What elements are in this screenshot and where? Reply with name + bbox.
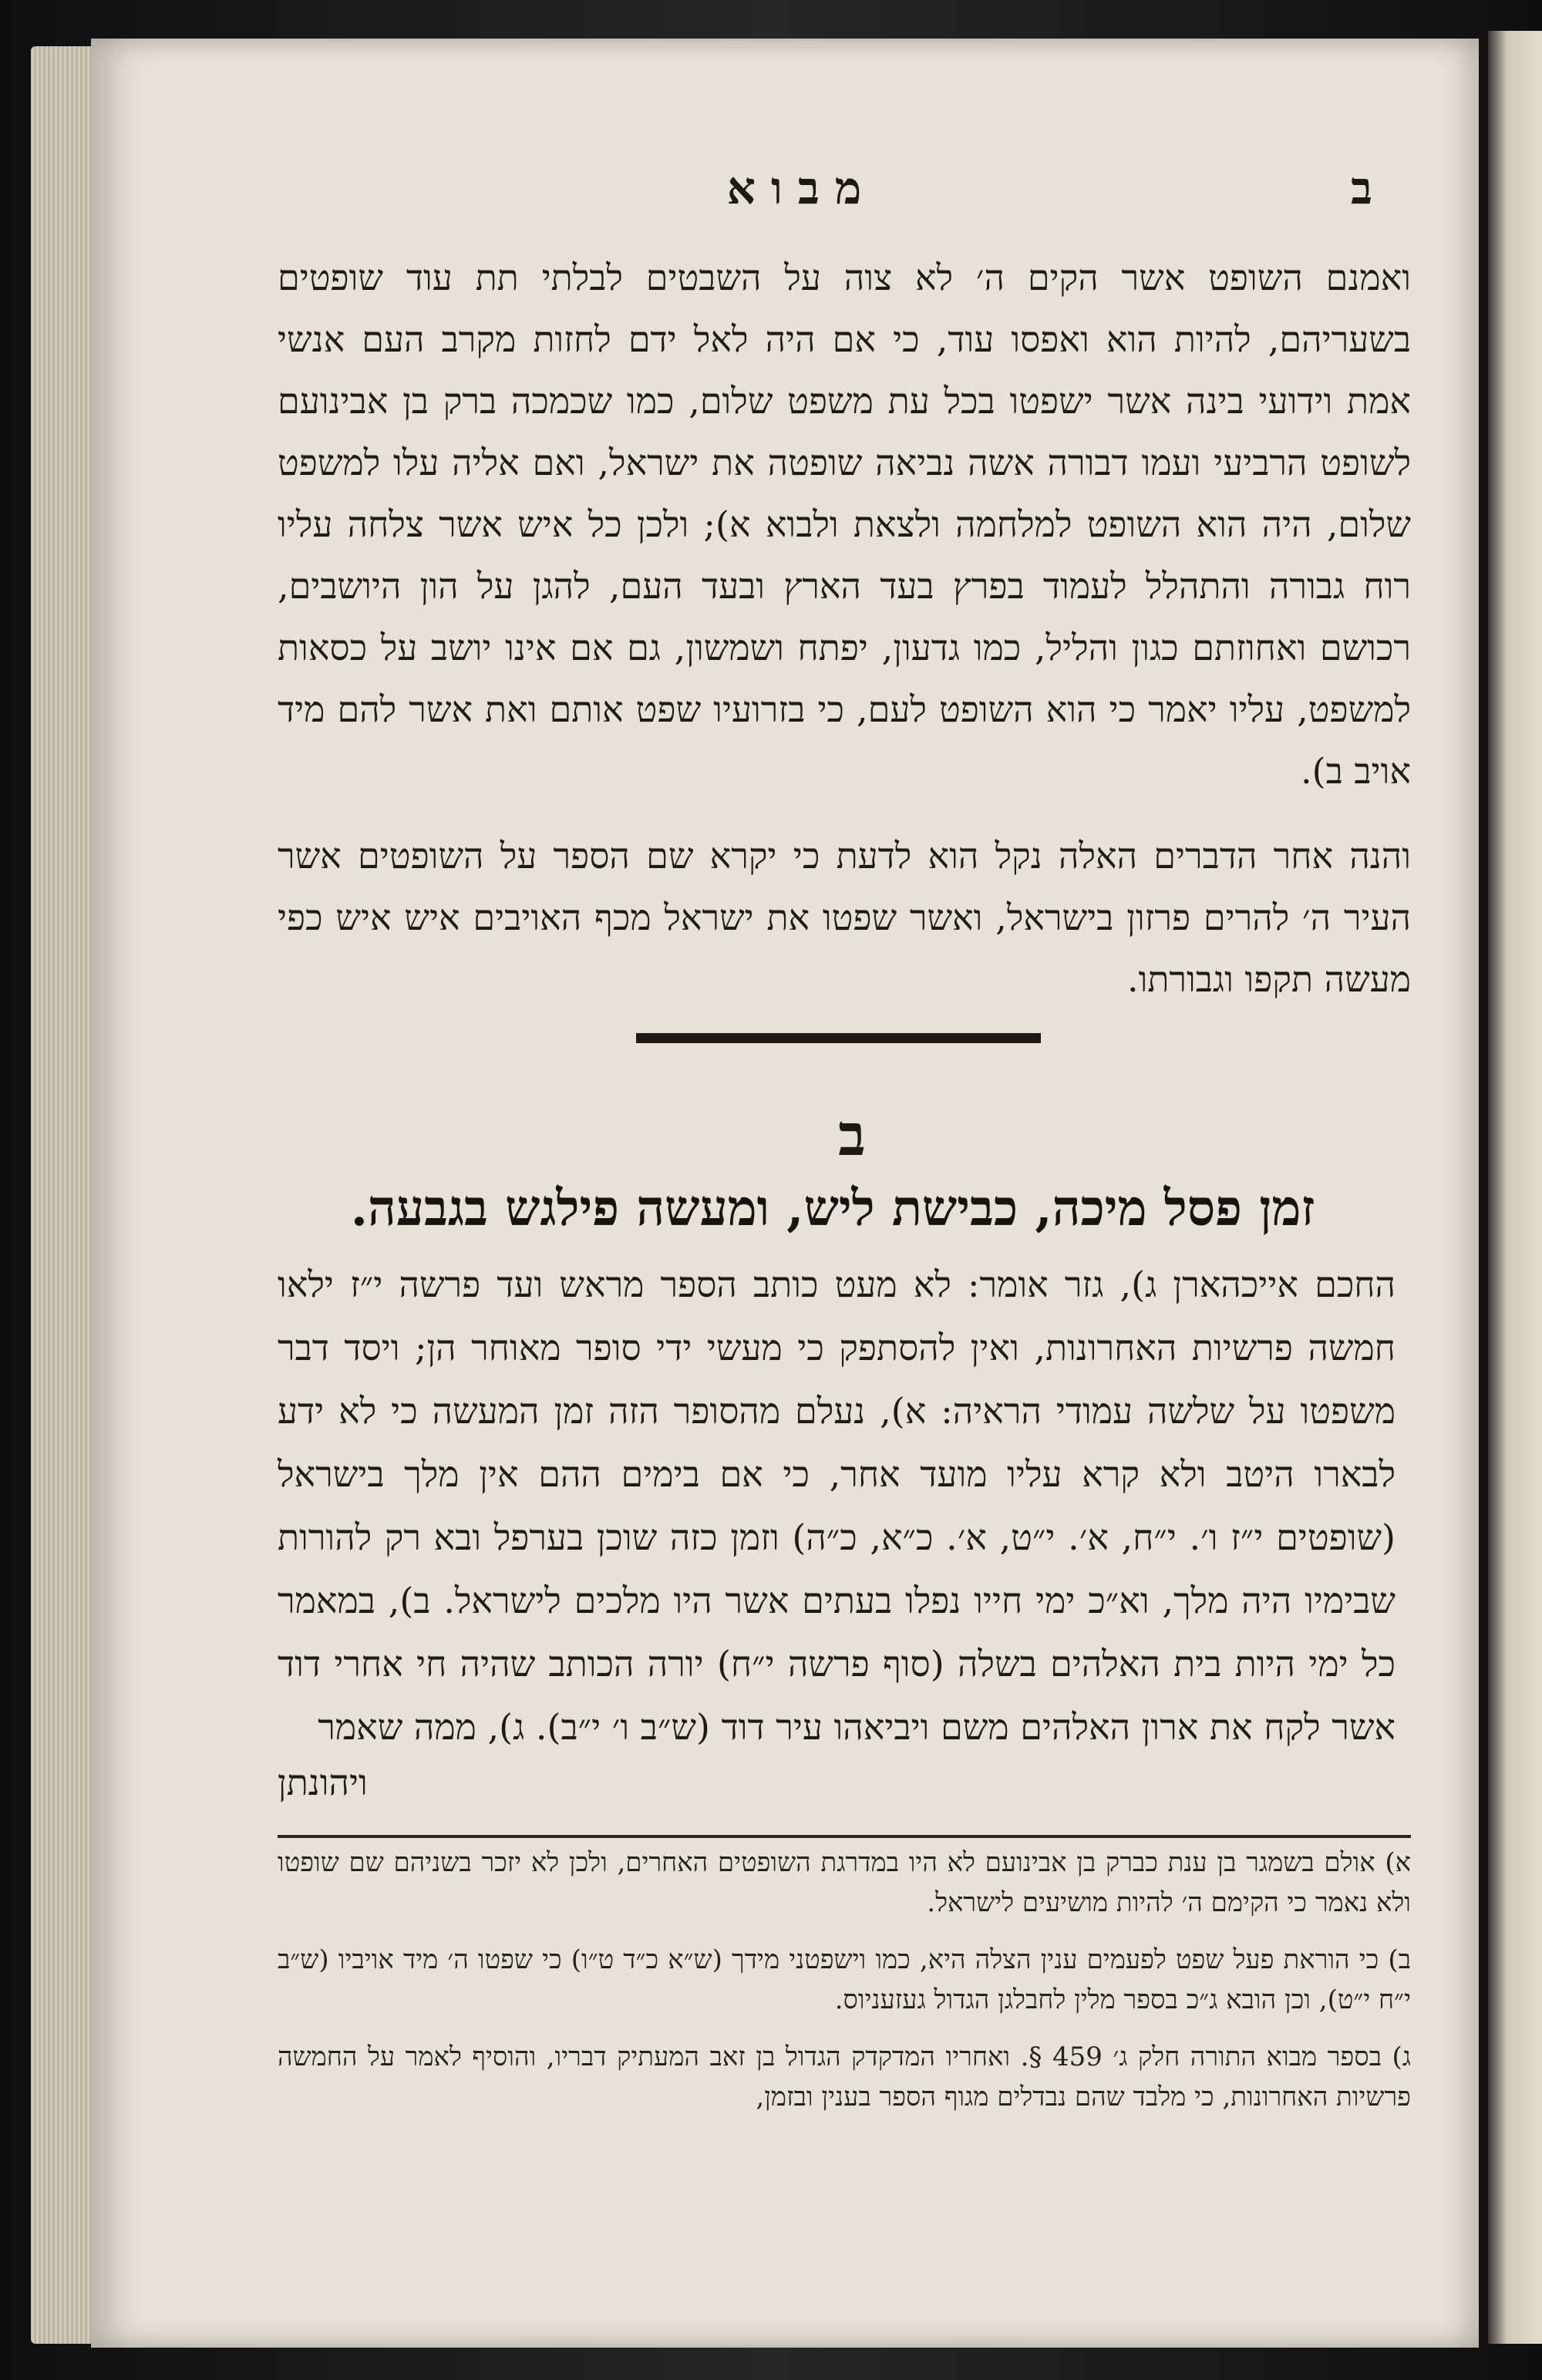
paragraph: החכם אייכהארן ג), גזר אומר: לא מעט כותב הספר מראש ועד פרשה י״ז ילאו חמשה פרשיות האחרונות, ואין להסתפק כי מעשי ידי סופר מאוחר הן; ויסד דבר משפטו על שלשה עמודי הראיה: א), נעלם מהסופר הזה זמן המעשה כי לא ידע לבארו היטב ולא קרא עליו מועד אחר, כי אם בימים ההם אין מלך בישראל (שופטים י״ז ו׳. י״ח, א׳. י״ט, א׳. כ״א, כ״ה) וזמן כזה שוכן בערפל ובא רק להורות שבימיו היה מלך, וא״כ ימי חייו נפלו בעתים אשר היו מלכים לישראל. ב), במאמר כל ימי היות בית האלהים בשלה (סוף פרשה י״ח) יורה הכותב שהיה חי אחרי דוד אשר לקח את ארון האלהים משם ויביאהו עיר דוד (ש״ב ו׳ י״ב). ג), ממה שאמר <box>278 1264 1396 1748</box>
paragraph: ואמנם השופט אשר הקים ה׳ לא צוה על השבטים לבלתי תת עוד שופטים בשעריהם, להיות הוא ואפסו עוד, כי אם היה לאל ידם לחזות מקרב העם אנשי אמת וידועי בינה אשר ישפטו בכל עת משפט שלום, כמו שכמכה ברק בן אבינועם לשופט הרביעי ועמו דבורה אשה נביאה שופטה את ישראל, ואם אליה עלו למשפט שלום, היה הוא השופט למלחמה ולצאת ולבוא א); ולכן כל איש אשר צלחה עליו רוח גבורה והתהלל לעמוד בפרץ בעד הארץ ובעד העם, להגן על הון היושבים, רכושם ואחוזתם כגון והליל, כמו גדעון, יפתח ושמשון, גם אם אינו יושב על כסאות למשפט, עליו יאמר כי הוא השופט לעם, כי בזרועיו שפט אותם ואת אשר להם מיד אויב ב). <box>278 257 1411 792</box>
paragraph: והנה אחר הדברים האלה נקל הוא לדעת כי יקרא שם הספר על השופטים אשר העיר ה׳ להרים פרזון בישראל, ואשר שפטו את ישראל מכף האויבים איש איש כפי מעשה תקפו וגבורתו. <box>278 835 1411 1000</box>
page-number: ב <box>1351 162 1372 214</box>
footnote-a: א) אולם בשמגר בן ענת כברק בן אבינועם לא היו במדרגת השופטים האחרים, ולכן לא יזכר בשניהם שם שופטו ולא נאמר כי הקימם ה׳ להיות מושיעים לישראל. <box>278 1847 1412 1918</box>
section-divider <box>636 1033 1041 1043</box>
footnote-b: ב) כי הוראת פעל שפט לפעמים ענין הצלה היא, כמו וישפטני מידך (ש״א כ״ד ט״ו) כי שפטו ה׳ מיד אויביו (ש״ב י״ח י״ט), וכן הובא ג״כ בספר מלין לחבלגן הגדול געזעניוס. <box>278 1944 1411 2015</box>
page-header <box>231 162 1372 231</box>
body-text-top <box>278 247 1411 831</box>
section-heading: זמן פסל מיכה, כבישת ליש, ומעשה פילגש בגבעה. <box>350 1180 1315 1237</box>
body-text-section <box>278 1253 1396 1788</box>
running-title: מבוא <box>726 162 877 214</box>
body-text-middle <box>278 825 1411 1039</box>
footnote-rule <box>278 1835 1411 1838</box>
section-number: ב <box>838 1102 866 1169</box>
catchword: ויהונתן <box>278 1762 368 1803</box>
facing-page-edge <box>1488 31 1542 2344</box>
footnote-c: ג) בספר מבוא התורה חלק ג׳ 459 §. ואחריו המדקדק הגדול בן זאב המעתיק דבריו, והוסיף לאמר על החמשה פרשיות האחרונות, כי מלבד שהם נבדלים מגוף הספר בענין ובזמן, <box>278 2042 1411 2112</box>
book-page-edges <box>31 46 100 2344</box>
footnotes <box>278 1843 1411 2134</box>
